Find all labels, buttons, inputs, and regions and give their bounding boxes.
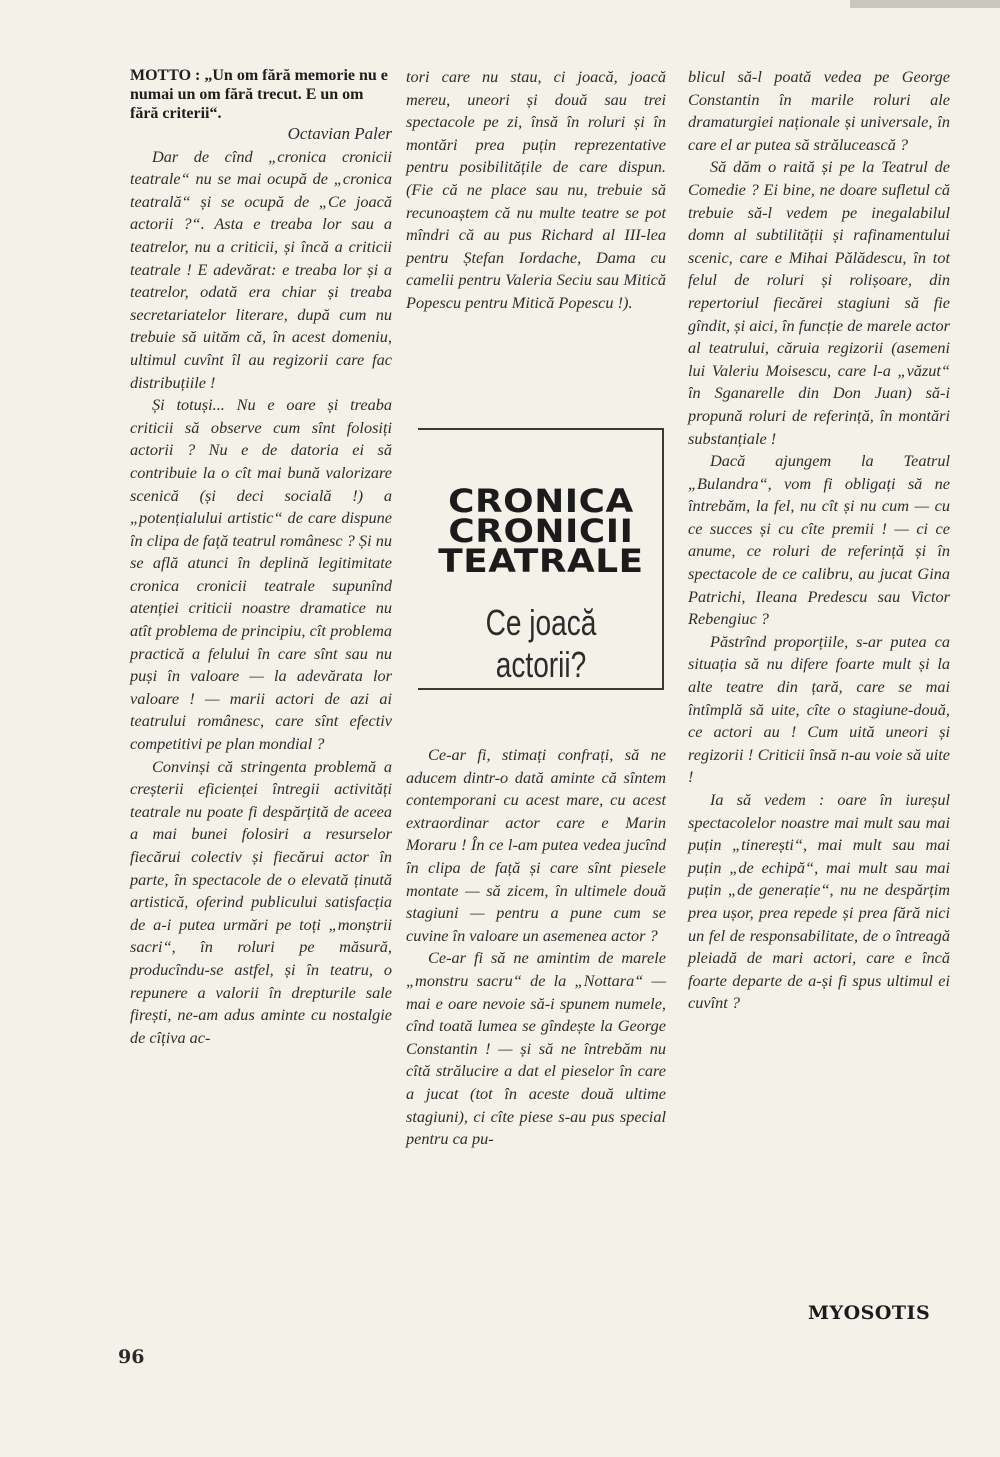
page-edge-shade xyxy=(850,0,1000,8)
page-number: 96 xyxy=(118,1346,145,1368)
paragraph: Dar de cînd „cronica cronicii teatrale“ nu se mai ocupă de „cronica teatrală“ și se ocupă de „Ce joacă actorii ?“. Asta e treaba lor sau a teatrelor, nu a criticii, și încă a criticii teatrale ! E adevărat: e treaba lor și a teatrelor, odată era chiar și treaba secretariatelor literare, după cum nu trebuie să uităm că, în acest domeniu, ultimul cuvînt îl au regizorii care fac distribuțiile ! xyxy=(130,146,392,392)
heading-line: CRONICA xyxy=(448,482,634,520)
paragraph: Păstrînd proporțiile, s-ar putea ca situația să nu difere foarte mult și la alte teatre din țară, care se mai întîmplă să uite, cîte o stagiune-două, ce actori au ! Cum uită uneori și regizorii ! Criticii însă n-au voie să uite ! xyxy=(688,631,950,787)
paragraph: Ia să vedem : oare în iureșul spectacolelor noastre mai mult sau mai puțin „tinerești“, mai mult sau mai puțin „de echipă“, mai mult sau mai puțin „de generație“, nu ne despărțim prea ușor, prea repede și prea fără nici un fel de responsabilitate, de o întreagă pleiadă de mari actori, care e încă foarte departe de a-și fi spus ultimul ei cuvînt ? xyxy=(688,790,950,1013)
paragraph: Ce-ar fi, stimați confrați, să ne aducem dintr-o dată aminte că sîntem contemporani cu acest mare, cu acest extraordinar actor care e Marin Moraru ! În ce l-am putea vedea jucînd în clipa de față și care sînt piesele montate — să zicem, în ultimele două stagiuni — pentru a pune cum se cuvine în valoare un asemenea actor ? xyxy=(406,745,666,945)
article-column-2-continued xyxy=(406,744,666,1151)
paragraph: tori care nu stau, ci joacă, joacă mereu, uneori și două sau trei spectacole pe zi, însă în roluri și în montări prea puțin reprezentative pentru posibilitățile de care dispun. (Fie că ne place sau nu, trebuie să recunoaștem că nu multe teatre se pot mîndri că au pus Richard al III-lea pentru Ștefan Iordache, Dama cu camelii pentru Valeria Seciu sau Mitică Popescu pentru Mitică Popescu !). xyxy=(406,67,666,312)
paragraph: Convinși că stringenta problemă a creșterii eficienței întregii activități teatrale nu poate fi despărțită de aceea a mai bunei folosiri a resurselor fiecărui colectiv și fiecărui actor în parte, în spectacole de o elevată ținută artistică, oferind publicului satisfacția de a-i putea urmări pe toți „monștrii sacri“, în roluri pe măsură, producîndu-se astfel, și în teatru, o repunere a valorii în drepturile sale firești, ne-am adus aminte cu nostalgie de cîțiva ac- xyxy=(130,756,392,1047)
heading-line: CRONICII xyxy=(448,512,634,550)
author-signature: MYOSOTIS xyxy=(808,1302,931,1324)
motto-text: MOTTO : „Un om fără memorie nu e numai un om fără trecut. E un om fără criterii“. xyxy=(130,67,388,122)
article-column-1 xyxy=(130,66,392,1049)
article-title: Ce joacă actorii? xyxy=(485,602,597,685)
section-heading xyxy=(414,482,667,580)
article-column-2 xyxy=(406,66,666,315)
paragraph: blicul să-l poată vedea pe George Constantin în marile roluri ale dramaturgiei naționale și universale, în care el ar putea să strălucească ? xyxy=(688,67,950,154)
paragraph: Ce-ar fi să ne amintim de marele „monstru sacru“ de la „Nottara“ — mai e oare nevoie să-i spunem numele, cînd toată lumea se gîndește la George Constantin ! — și să ne întrebăm nu cîtă strălucire a dat el pieselor în care a jucat (tot în aceste două ultime stagiuni), ci cîte piese s-au pus special pentru ca pu- xyxy=(406,948,666,1149)
article-column-3 xyxy=(688,66,950,1015)
heading-line: TEATRALE xyxy=(438,542,644,580)
section-title-box xyxy=(418,428,664,690)
paragraph: Să dăm o raită și pe la Teatrul de Comedie ? Ei bine, ne doare sufletul că trebuie să-l vedem pe inegalabilul domn al subtilității și rafinamentului scenic, care e Mihai Pălădescu, în tot felul de roluri și rolișoare, din repertoriul fiecărei stagiuni să fie gîndit, și aici, în funcție de marele actor al teatrului, căruia regizorii (asemeni lui Valeriu Moisescu, care l-a „văzut“ în Sganarelle din Don Juan) să-i propună roluri de referință, în montări substanțiale ! xyxy=(688,157,950,448)
motto-author: Octavian Paler xyxy=(287,124,392,143)
paragraph: Și totuși... Nu e oare și treaba criticii să observe cum sînt folosiți actorii ? Nu e de datoria ei să contribuie la o cît mai bună valorizare scenică (și deci socială !) a „potențialului artistic“ de care dispune în clipa de față teatrul românesc ? Și nu se află atunci în deplină legitimitate cronica cronicii teatrale supunînd atenției criticii noastre dramatice nu atît problema de principiu, cît problema practică a felului în care sînt sau nu puși în valoare — la adevărata lor valoare ! — marii actori de azi ai teatrului românesc, care sînt efectiv competitivi pe plan mondial ? xyxy=(130,395,392,754)
paragraph: Dacă ajungem la Teatrul „Bulandra“, vom fi obligați să ne întrebăm, la fel, nu cît și nu cum — cu ce succes și cu cîte premii ! — ci ce anume, ce roluri de referință și în spectacole de ce calibru, au jucat Gina Patrichi, Ileana Predescu sau Victor Rebengiuc ? xyxy=(688,451,950,629)
